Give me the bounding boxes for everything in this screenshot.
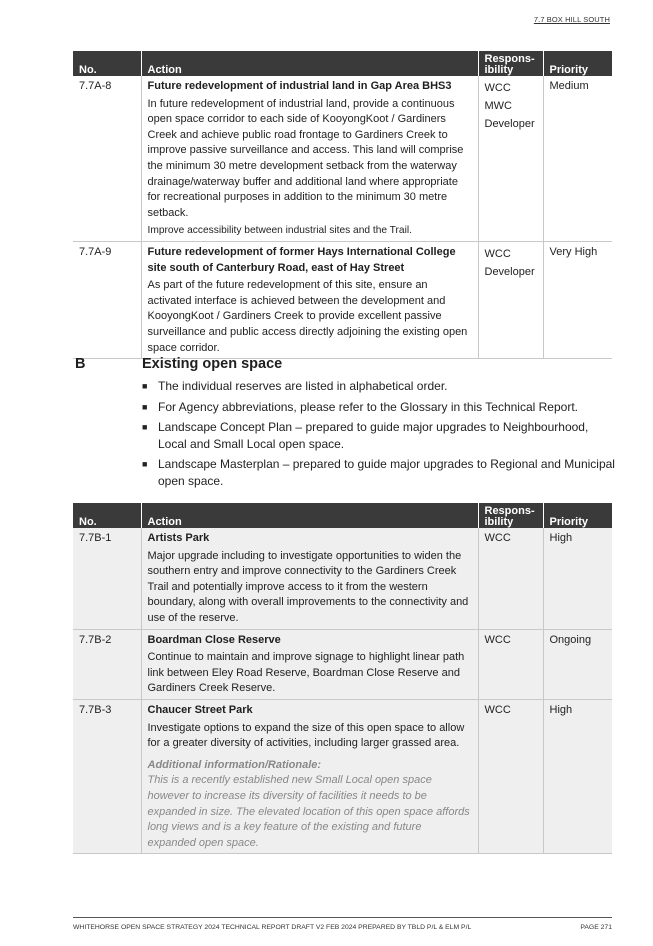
action-description: As part of the future redevelopment of this site, ensure an activated interface is achieved between the development and KooyongKoot / Gardiners Creek to provide excellent passive surveillance and public access directly adjoining the existing open space corridor. — [147, 279, 468, 354]
list-item: ■ Landscape Concept Plan – prepared to guide major upgrades to Neighbourhood, Local and Small Local open space. — [142, 420, 589, 451]
action-description: In future redevelopment of industrial land, provide a continuous open space corridor to each side of KooyongKoot / Gardiners Creek and achieve public road frontage to Gardiners Creek to improve passive surveillance and access. This land will comprise the minimum 30 metre development setback from the waterway drainage/waterway buffer and additional land where appropriate for recreational purposes in addition to the minimum 30 metre setback. — [147, 97, 464, 219]
table-header-row — [73, 503, 612, 528]
list-item: ■ The individual reserves are listed in alphabetical order. — [142, 379, 448, 393]
action-cell — [141, 699, 478, 853]
bullet-icon: ■ — [142, 381, 148, 391]
responsibility-cell — [478, 241, 543, 358]
action-description: Continue to maintain and improve signage to highlight linear path link between Eley Road Reserve, Boardman Close Reserve and Gardiners Creek Reserve. — [147, 651, 465, 695]
action-number: 7.7A-8 — [73, 76, 141, 241]
page-number: PAGE 271 — [580, 924, 612, 931]
action-cell — [141, 241, 478, 358]
action-table-a — [73, 51, 612, 359]
table-row — [73, 629, 612, 699]
responsibility-agency: WCC — [484, 247, 511, 260]
table-row — [73, 76, 612, 241]
table-row — [73, 241, 612, 358]
bullet-list — [142, 378, 617, 493]
header-priority: Priority — [543, 51, 612, 76]
action-description: Major upgrade including to investigate opportunities to widen the southern entry and improve connectivity to the Gardiners Creek Trail and potentially improve access to it from the western boundary, along with overall improvements to the connectivity and use of the reserve. — [147, 549, 469, 624]
header-no: No. — [73, 51, 141, 76]
responsibility-agency: WCC — [484, 82, 511, 94]
responsibility-agency: Developer — [484, 265, 535, 278]
action-cell — [141, 76, 478, 241]
header-responsibility: Respons- ibility — [478, 503, 543, 528]
bullet-icon: ■ — [142, 401, 148, 412]
header-action: Action — [141, 51, 478, 76]
header-no: No. — [73, 503, 141, 528]
action-title: Future redevelopment of industrial land in Gap Area BHS3 — [147, 80, 452, 92]
bullet-icon: ■ — [142, 422, 148, 432]
responsibility-cell — [478, 76, 543, 241]
additional-info-heading: Additional information/Rationale: — [147, 758, 322, 771]
bullet-icon: ■ — [142, 459, 148, 469]
priority-cell: High — [543, 528, 612, 629]
priority-cell: Medium — [543, 76, 612, 241]
action-cell — [141, 528, 478, 629]
header-priority: Priority — [543, 503, 612, 528]
section-letter: B — [75, 356, 86, 372]
responsibility-agency: Developer — [484, 118, 535, 130]
action-title: Future redevelopment of former Hays International College site south of Canterbury Road, east of Hay Street — [147, 245, 456, 274]
action-cell — [141, 629, 478, 699]
section-title: Existing open space — [142, 356, 283, 372]
action-number: 7.7B-1 — [73, 528, 141, 629]
page-footer — [73, 917, 612, 931]
list-item: ■ Landscape Masterplan – prepared to guide major upgrades to Regional and Municipal open space. — [142, 457, 615, 488]
action-number: 7.7A-9 — [73, 241, 141, 358]
list-item: ■ For Agency abbreviations, please refer to the Glossary in this Technical Report. — [142, 399, 578, 414]
table-row — [73, 699, 612, 853]
action-table-b — [73, 503, 612, 854]
action-description-extra: Improve accessibility between industrial sites and the Trail. — [147, 225, 412, 237]
footer-document-title: WHITEHORSE OPEN SPACE STRATEGY 2024 TECHNICAL REPORT DRAFT V2 FEB 2024 PREPARED BY TBLD P/L & ELM P/L — [73, 924, 472, 931]
table-header-row — [73, 51, 612, 76]
header-action: Action — [141, 503, 478, 528]
priority-cell: Ongoing — [543, 629, 612, 699]
action-title: Chaucer Street Park — [147, 703, 253, 716]
action-description: Investigate options to expand the size of this open space to allow for a greater diversity of activities, including larger grassed area. — [147, 721, 465, 750]
action-number: 7.7B-3 — [73, 699, 141, 853]
section-reference: 7.7 BOX HILL SOUTH — [533, 15, 610, 24]
action-title: Boardman Close Reserve — [147, 633, 281, 646]
header-responsibility: Respons- ibility — [478, 51, 543, 76]
additional-info-text: This is a recently established new Small Local open space however to increase its diversity of facilities it needs to be expanded in size. The elevated location of this open space affords long views and is a key feature of the existing and future expanded open space. — [147, 774, 470, 849]
responsibility-cell: WCC — [478, 699, 543, 853]
responsibility-cell: WCC — [478, 629, 543, 699]
table-row — [73, 528, 612, 629]
responsibility-agency: MWC — [484, 100, 512, 112]
priority-cell: High — [543, 699, 612, 853]
action-number: 7.7B-2 — [73, 629, 141, 699]
priority-cell: Very High — [543, 241, 612, 358]
responsibility-cell: WCC — [478, 528, 543, 629]
action-title: Artists Park — [147, 532, 210, 544]
